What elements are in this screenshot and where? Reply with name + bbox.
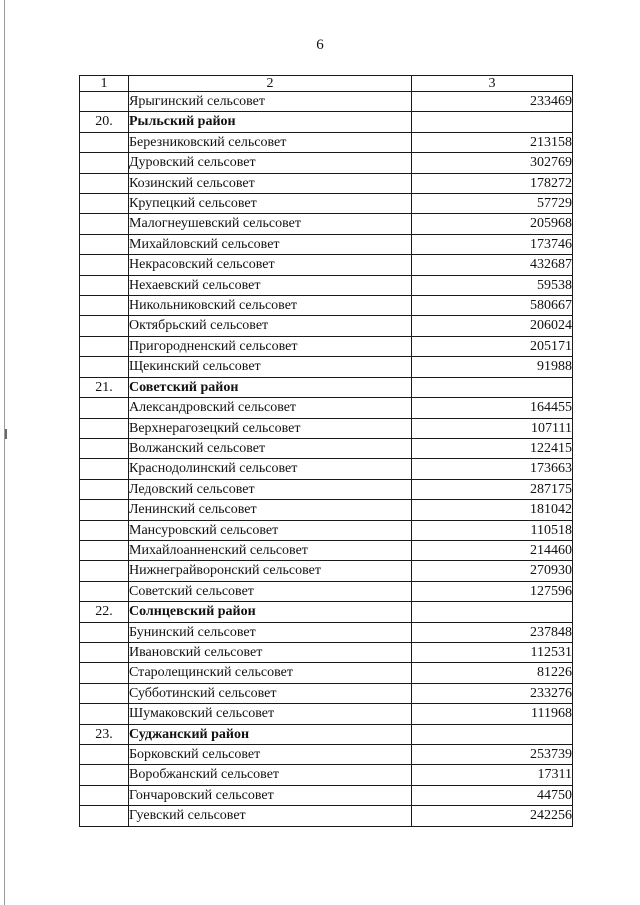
council-name-cell: Никольниковский сельсовет — [129, 296, 412, 316]
value-cell: 253739 — [412, 745, 573, 765]
district-name-cell: Суджанский район — [129, 724, 412, 744]
table-row — [80, 459, 573, 479]
table-row — [80, 785, 573, 805]
value-cell: 110518 — [412, 520, 573, 540]
value-cell: 287175 — [412, 479, 573, 499]
header-cell-value: 3 — [412, 76, 573, 92]
council-name-cell: Волжанский сельсовет — [129, 438, 412, 458]
row-number-cell: 22. — [80, 602, 129, 622]
council-name-cell: Ивановский сельсовет — [129, 642, 412, 662]
header-cell-number: 1 — [80, 76, 129, 92]
council-name-cell: Нехаевский сельсовет — [129, 275, 412, 295]
value-cell: 580667 — [412, 296, 573, 316]
table-row — [80, 92, 573, 112]
row-number-cell — [80, 459, 129, 479]
council-name-cell: Гончаровский сельсовет — [129, 785, 412, 805]
row-number-cell — [80, 561, 129, 581]
council-name-cell: Михайловский сельсовет — [129, 234, 412, 254]
council-name-cell: Щекинский сельсовет — [129, 357, 412, 377]
row-number-cell — [80, 336, 129, 356]
value-cell: 57729 — [412, 194, 573, 214]
table-row — [80, 336, 573, 356]
value-cell — [412, 724, 573, 744]
row-number-cell — [80, 296, 129, 316]
value-cell: 107111 — [412, 418, 573, 438]
value-cell: 111968 — [412, 704, 573, 724]
value-cell: 242256 — [412, 806, 573, 826]
council-name-cell: Березниковский сельсовет — [129, 132, 412, 152]
district-row — [80, 602, 573, 622]
table-row — [80, 438, 573, 458]
table-row — [80, 704, 573, 724]
value-cell: 233469 — [412, 92, 573, 112]
value-cell: 181042 — [412, 500, 573, 520]
table-row — [80, 622, 573, 642]
value-cell: 233276 — [412, 683, 573, 703]
row-number-cell — [80, 418, 129, 438]
table-body — [80, 76, 573, 827]
value-cell: 122415 — [412, 438, 573, 458]
table-header-row — [80, 76, 573, 92]
value-cell: 206024 — [412, 316, 573, 336]
table-row — [80, 357, 573, 377]
value-cell: 302769 — [412, 153, 573, 173]
header-cell-name: 2 — [129, 76, 412, 92]
value-cell: 213158 — [412, 132, 573, 152]
value-cell: 17311 — [412, 765, 573, 785]
row-number-cell — [80, 581, 129, 601]
council-name-cell: Субботинский сельсовет — [129, 683, 412, 703]
value-cell: 205171 — [412, 336, 573, 356]
row-number-cell — [80, 132, 129, 152]
row-number-cell — [80, 275, 129, 295]
scan-edge-line — [4, 0, 5, 905]
council-name-cell: Октябрьский сельсовет — [129, 316, 412, 336]
council-name-cell: Гуевский сельсовет — [129, 806, 412, 826]
council-name-cell: Нижнеграйворонский сельсовет — [129, 561, 412, 581]
row-number-cell: 21. — [80, 377, 129, 397]
council-name-cell: Козинский сельсовет — [129, 173, 412, 193]
value-cell — [412, 377, 573, 397]
table-row — [80, 663, 573, 683]
row-number-cell — [80, 479, 129, 499]
council-name-cell: Ярыгинский сельсовет — [129, 92, 412, 112]
table-row — [80, 153, 573, 173]
table-row — [80, 806, 573, 826]
value-cell: 44750 — [412, 785, 573, 805]
data-table — [79, 75, 573, 827]
row-number-cell — [80, 194, 129, 214]
table-row — [80, 765, 573, 785]
value-cell: 112531 — [412, 642, 573, 662]
council-name-cell: Воробжанский сельсовет — [129, 765, 412, 785]
value-cell: 59538 — [412, 275, 573, 295]
district-name-cell: Советский район — [129, 377, 412, 397]
table-row — [80, 683, 573, 703]
row-number-cell — [80, 153, 129, 173]
row-number-cell — [80, 234, 129, 254]
council-name-cell: Борковский сельсовет — [129, 745, 412, 765]
table-row — [80, 316, 573, 336]
row-number-cell — [80, 357, 129, 377]
council-name-cell: Старолещинский сельсовет — [129, 663, 412, 683]
council-name-cell: Ленинский сельсовет — [129, 500, 412, 520]
row-number-cell — [80, 704, 129, 724]
value-cell — [412, 112, 573, 132]
table-row — [80, 745, 573, 765]
value-cell: 432687 — [412, 255, 573, 275]
table-row — [80, 581, 573, 601]
table-row — [80, 234, 573, 254]
row-number-cell: 23. — [80, 724, 129, 744]
value-cell: 173663 — [412, 459, 573, 479]
row-number-cell — [80, 806, 129, 826]
district-row — [80, 377, 573, 397]
value-cell: 81226 — [412, 663, 573, 683]
council-name-cell: Малогнеушевский сельсовет — [129, 214, 412, 234]
council-name-cell: Михайлоанненский сельсовет — [129, 540, 412, 560]
table-row — [80, 132, 573, 152]
value-cell: 164455 — [412, 398, 573, 418]
value-cell: 214460 — [412, 540, 573, 560]
table-row — [80, 173, 573, 193]
council-name-cell: Крупецкий сельсовет — [129, 194, 412, 214]
council-name-cell: Александровский сельсовет — [129, 398, 412, 418]
row-number-cell — [80, 683, 129, 703]
value-cell: 205968 — [412, 214, 573, 234]
table-row — [80, 275, 573, 295]
table-row — [80, 296, 573, 316]
row-number-cell — [80, 520, 129, 540]
row-number-cell — [80, 642, 129, 662]
row-number-cell — [80, 745, 129, 765]
row-number-cell — [80, 398, 129, 418]
district-row — [80, 724, 573, 744]
council-name-cell: Ледовский сельсовет — [129, 479, 412, 499]
row-number-cell — [80, 785, 129, 805]
council-name-cell: Пригородненский сельсовет — [129, 336, 412, 356]
row-number-cell: 20. — [80, 112, 129, 132]
district-name-cell: Рыльский район — [129, 112, 412, 132]
row-number-cell — [80, 540, 129, 560]
council-name-cell: Шумаковский сельсовет — [129, 704, 412, 724]
row-number-cell — [80, 214, 129, 234]
value-cell: 270930 — [412, 561, 573, 581]
value-cell: 237848 — [412, 622, 573, 642]
table-row — [80, 520, 573, 540]
district-name-cell: Солнцевский район — [129, 602, 412, 622]
council-name-cell: Мансуровский сельсовет — [129, 520, 412, 540]
page-number: 6 — [316, 37, 324, 53]
council-name-cell: Советский сельсовет — [129, 581, 412, 601]
council-name-cell: Бунинский сельсовет — [129, 622, 412, 642]
table-row — [80, 500, 573, 520]
table-row — [80, 479, 573, 499]
value-cell: 173746 — [412, 234, 573, 254]
council-name-cell: Дуровский сельсовет — [129, 153, 412, 173]
value-cell: 91988 — [412, 357, 573, 377]
council-name-cell: Некрасовский сельсовет — [129, 255, 412, 275]
table-row — [80, 255, 573, 275]
council-name-cell: Краснодолинский сельсовет — [129, 459, 412, 479]
table-row — [80, 540, 573, 560]
row-number-cell — [80, 92, 129, 112]
row-number-cell — [80, 663, 129, 683]
row-number-cell — [80, 316, 129, 336]
row-number-cell — [80, 765, 129, 785]
row-number-cell — [80, 622, 129, 642]
value-cell — [412, 602, 573, 622]
value-cell: 178272 — [412, 173, 573, 193]
council-name-cell: Верхнерагозецкий сельсовет — [129, 418, 412, 438]
scan-edge-mark — [5, 429, 7, 439]
table-row — [80, 561, 573, 581]
table-row — [80, 214, 573, 234]
table-row — [80, 642, 573, 662]
row-number-cell — [80, 255, 129, 275]
row-number-cell — [80, 173, 129, 193]
table-row — [80, 194, 573, 214]
value-cell: 127596 — [412, 581, 573, 601]
row-number-cell — [80, 500, 129, 520]
table-row — [80, 398, 573, 418]
table-row — [80, 418, 573, 438]
row-number-cell — [80, 438, 129, 458]
district-row — [80, 112, 573, 132]
